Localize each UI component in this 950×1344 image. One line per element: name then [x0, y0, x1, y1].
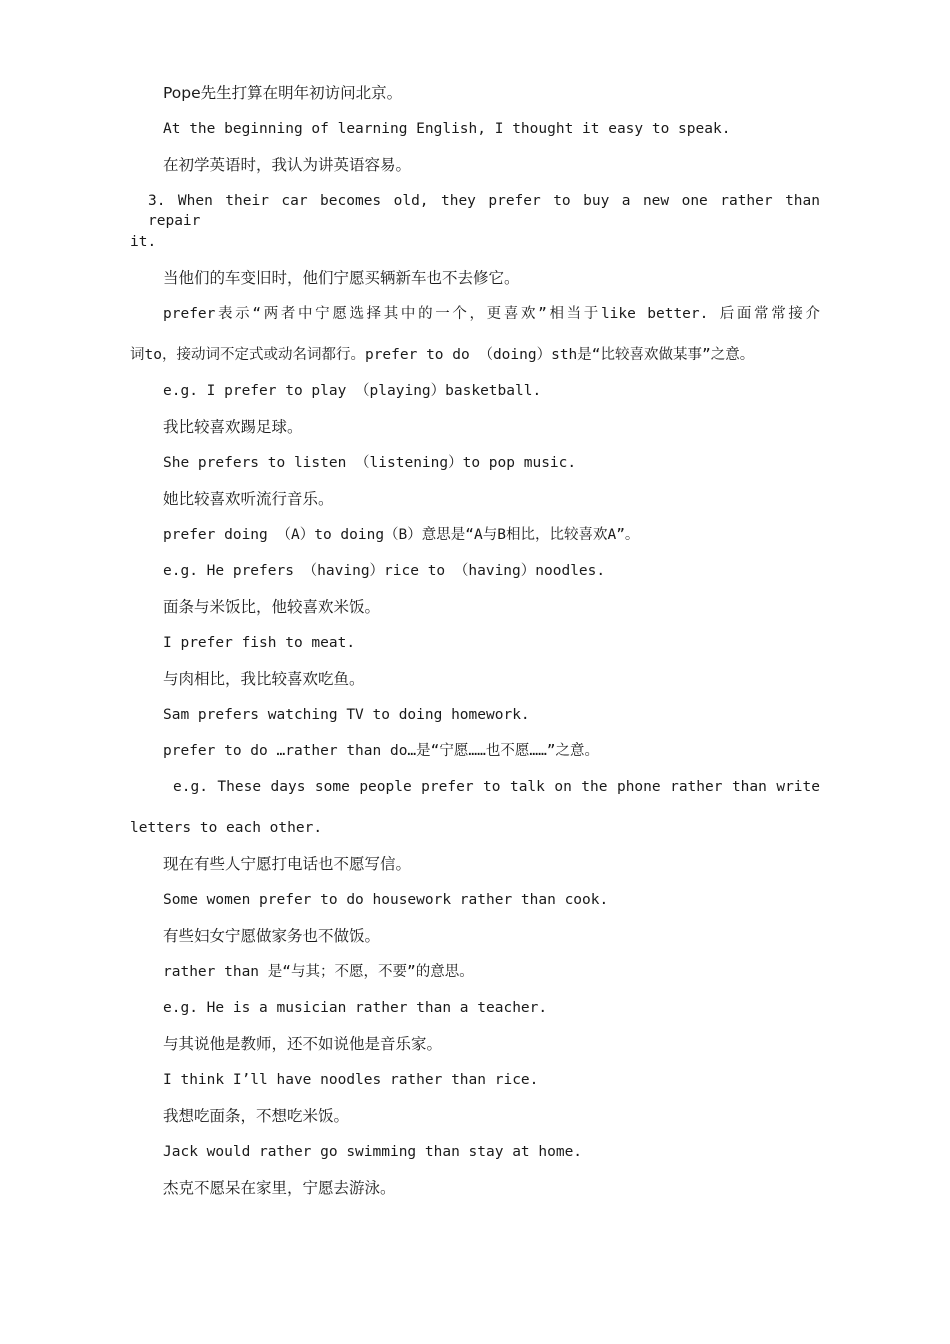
text-line: e.g. I prefer to play （playing）basketball.	[163, 383, 542, 399]
text-line: Some women prefer to do housework rather than cook.	[163, 892, 609, 908]
text-line: 与其说他是教师，还不如说他是音乐家。	[163, 1035, 443, 1053]
text-line: letters to each other.	[130, 820, 323, 836]
text-line: 我想吃面条，不想吃米饭。	[163, 1107, 350, 1125]
text-line: rather than 是“与其；不愿，不要”的意思。	[163, 964, 474, 980]
text-line: e.g. He prefers （having）rice to （having）noodles.	[163, 563, 606, 579]
text-line: 词to，接动词不定式或动名词都行。prefer to do （doing）sth是“比较喜欢做某事”之意。	[130, 347, 755, 363]
text-line: I think I’ll have noodles rather than rice.	[163, 1072, 539, 1088]
text-line: e.g. He is a musician rather than a teacher.	[163, 1000, 548, 1016]
text-line: 在初学英语时，我认为讲英语容易。	[163, 156, 412, 174]
text-line: 与肉相比，我比较喜欢吃鱼。	[163, 670, 365, 688]
text-line: 我比较喜欢踢足球。	[163, 418, 303, 436]
text-line: 当他们的车变旧时，他们宁愿买辆新车也不去修它。	[163, 269, 520, 287]
text-line: e.g. These days some people prefer to talk on the phone rather than write	[173, 779, 820, 795]
text-line: She prefers to listen （listening）to pop music.	[163, 455, 577, 471]
text-line: I prefer fish to meat.	[163, 635, 356, 651]
text-line: 现在有些人宁愿打电话也不愿写信。	[163, 855, 412, 873]
text-line: prefer to do …rather than do…是“宁愿……也不愿……”之意。	[163, 743, 600, 759]
text-line: 面条与米饭比，他较喜欢米饭。	[163, 598, 381, 616]
text-line: it.	[130, 234, 157, 250]
text-line: prefer表示“两者中宁愿选择其中的一个，更喜欢”相当于like better. 后面常常接介	[163, 306, 820, 322]
text-line: 3. When their car becomes old, they prefer to buy a new one rather than repair	[148, 193, 820, 229]
text-line: prefer doing （A）to doing（B）意思是“A与B相比，比较喜欢A”。	[163, 527, 640, 543]
text-line: Pope先生打算在明年初访问北京。	[163, 84, 403, 102]
text-line: 她比较喜欢听流行音乐。	[163, 490, 334, 508]
text-line: Sam prefers watching TV to doing homework.	[163, 707, 530, 723]
text-line: Jack would rather go swimming than stay at home.	[163, 1144, 583, 1160]
text-line: At the beginning of learning English, I thought it easy to speak.	[163, 121, 731, 137]
text-line: 杰克不愿呆在家里，宁愿去游泳。	[163, 1179, 396, 1197]
text-line: 有些妇女宁愿做家务也不做饭。	[163, 927, 381, 945]
